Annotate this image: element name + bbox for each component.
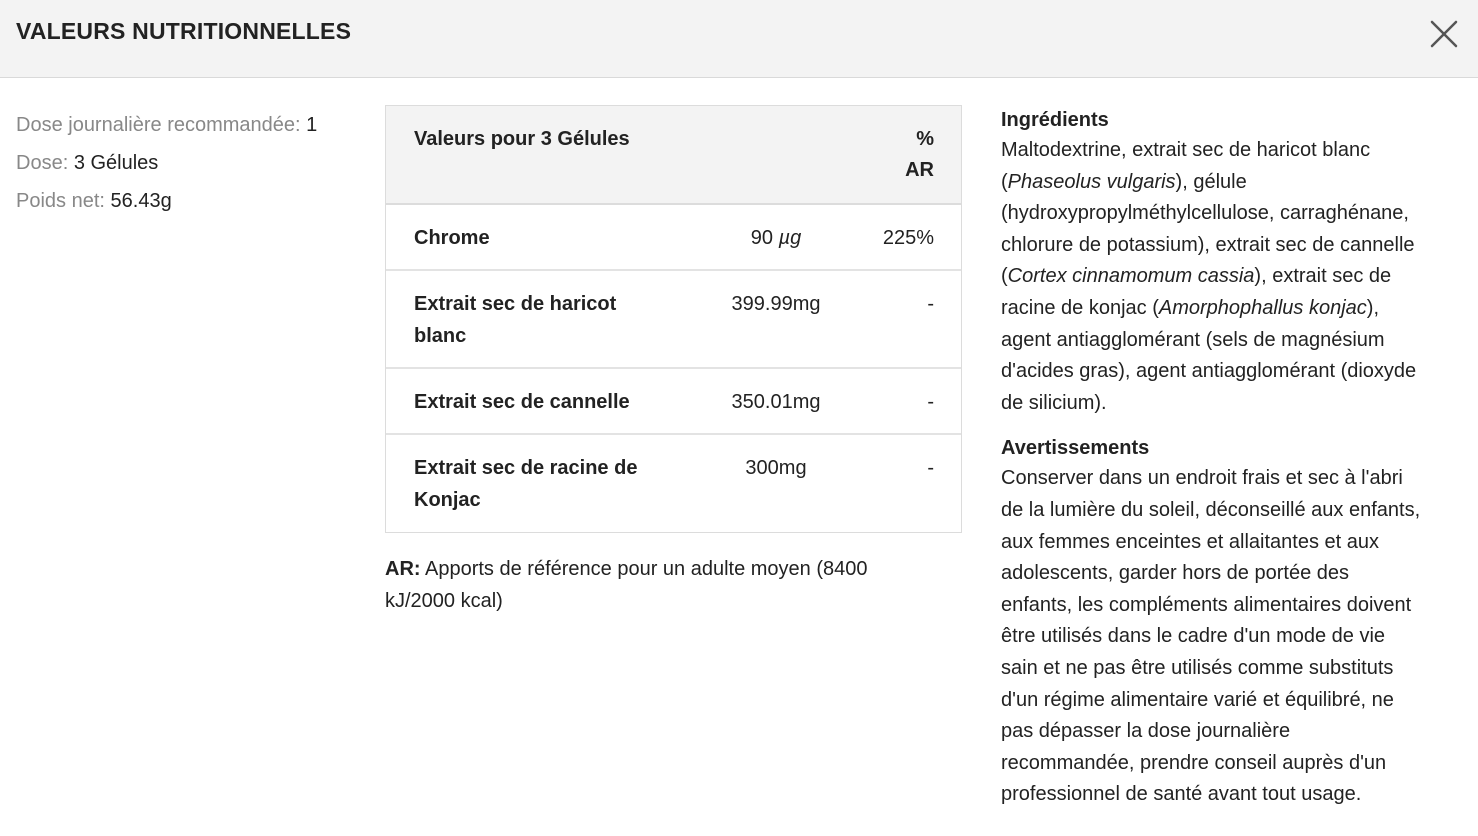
daily-dose-label: Dose journalière recommandée:: [16, 114, 301, 136]
ar-footnote: [385, 553, 945, 617]
warnings-title: Avertissements: [1001, 437, 1150, 460]
table-header-pct: [905, 124, 934, 186]
warnings-line: aux femmes enceintes et allaitantes et aux: [1001, 530, 1379, 553]
warnings-text: [1001, 463, 1471, 811]
ingredients-line: chlorure de potassium), extrait sec de cannelle: [1001, 233, 1415, 256]
ingredients-line: [1001, 261, 1471, 293]
table-row: [386, 271, 961, 369]
row-name: Chrome: [414, 227, 490, 249]
modal-title: VALEURS NUTRITIONNELLES: [16, 18, 352, 44]
row-pct: -: [927, 391, 934, 413]
ingredients-line: agent antiagglomérant (sels de magnésium: [1001, 328, 1385, 351]
ingredients-fragment: (: [1001, 265, 1008, 288]
row-name: [414, 288, 694, 352]
warnings-line: être utilisés dans le cadre d'un mode de vie: [1001, 625, 1386, 648]
warnings-line: pas dépasser la dose journalière: [1001, 720, 1291, 743]
row-pct: 225%: [882, 227, 934, 249]
table-row: [386, 435, 961, 532]
daily-dose-value: 1: [306, 114, 318, 136]
warnings-line: enfants, les compléments alimentaires doivent: [1001, 593, 1412, 616]
row-name: [414, 452, 694, 516]
ar-text: kJ/2000 kcal): [385, 590, 503, 612]
table-header-title: Valeurs pour 3 Gélules: [414, 128, 630, 150]
warnings-line: professionnel de santé avant tout usage.: [1001, 783, 1362, 806]
ingredients-fragment: ), gélule: [1175, 170, 1247, 193]
dose-row: [16, 144, 366, 182]
ingredients-latin-name: Phaseolus vulgaris: [1007, 170, 1176, 193]
close-icon: [1430, 20, 1458, 48]
ingredients-title: Ingrédients: [1001, 109, 1109, 131]
row-name-line: Extrait sec de haricot: [414, 293, 617, 315]
ar-label: AR:: [385, 558, 421, 580]
dose-value: 3 Gélules: [73, 152, 159, 174]
table-row: [386, 205, 961, 271]
row-pct: -: [927, 293, 934, 315]
ingredients-fragment: ), extrait sec de: [1254, 265, 1392, 288]
net-weight-value: 56.43g: [110, 190, 172, 212]
ingredients-fragment: racine de konjac (: [1001, 296, 1159, 319]
warnings-line: d'un régime alimentaire varié et équilibré, ne: [1001, 688, 1394, 711]
row-name-line: Extrait sec de racine de: [414, 457, 638, 479]
row-name-line: blanc: [414, 325, 467, 347]
warnings-line: recommandée, prendre conseil auprès d'un: [1001, 751, 1387, 774]
ingredients-text: [1001, 135, 1471, 419]
ingredients-line: (hydroxypropylméthylcellulose, carraghénane,: [1001, 202, 1409, 225]
ingredients-fragment: (: [1001, 170, 1008, 193]
row-amount: [686, 222, 866, 254]
dose-label: Dose:: [16, 152, 69, 174]
warnings-line: de la lumière du soleil, déconseillé aux enfants,: [1001, 498, 1421, 521]
ingredients-line: d'acides gras), agent antiagglomérant (dioxyde: [1001, 360, 1417, 383]
warnings-line: sain et ne pas être utilisés comme substituts: [1001, 656, 1394, 679]
row-amount: 399.99mg: [731, 293, 821, 315]
ingredients-line: [1001, 293, 1471, 325]
dose-info: [16, 106, 366, 220]
row-amount: 350.01mg: [731, 391, 821, 413]
row-amount: 300mg: [745, 457, 807, 479]
row-name: Extrait sec de cannelle: [414, 391, 630, 413]
details-column: [1001, 105, 1471, 811]
nutrition-table: [385, 105, 962, 533]
table-header-pct-symbol: %: [916, 128, 934, 150]
ingredients-line: Maltodextrine, extrait sec de haricot blanc: [1001, 139, 1371, 161]
ingredients-line: de silicium).: [1001, 391, 1107, 414]
row-name-line: Konjac: [414, 489, 481, 511]
modal-header: [0, 0, 1478, 78]
table-header: [386, 106, 961, 205]
daily-dose-row: [16, 106, 366, 144]
ingredients-latin-name: Cortex cinnamomum cassia: [1007, 265, 1255, 288]
table-header-pct-ar: AR: [905, 159, 934, 181]
ingredients-fragment: ),: [1366, 296, 1379, 319]
net-weight-row: [16, 182, 366, 220]
ar-text: Apports de référence pour un adulte moyen (8400: [425, 558, 868, 580]
row-pct: -: [927, 457, 934, 479]
row-amount-number: 90: [750, 227, 774, 249]
row-amount-unit: µg: [778, 227, 802, 249]
ingredients-latin-name: Amorphophallus konjac: [1158, 296, 1367, 319]
net-weight-label: Poids net:: [16, 190, 105, 212]
ingredients-line: [1001, 167, 1471, 199]
table-row: [386, 369, 961, 435]
warnings-line: Conserver dans un endroit frais et sec à l'abri: [1001, 467, 1403, 490]
warnings-line: adolescents, garder hors de portée des: [1001, 562, 1349, 585]
close-button[interactable]: [1424, 14, 1464, 54]
